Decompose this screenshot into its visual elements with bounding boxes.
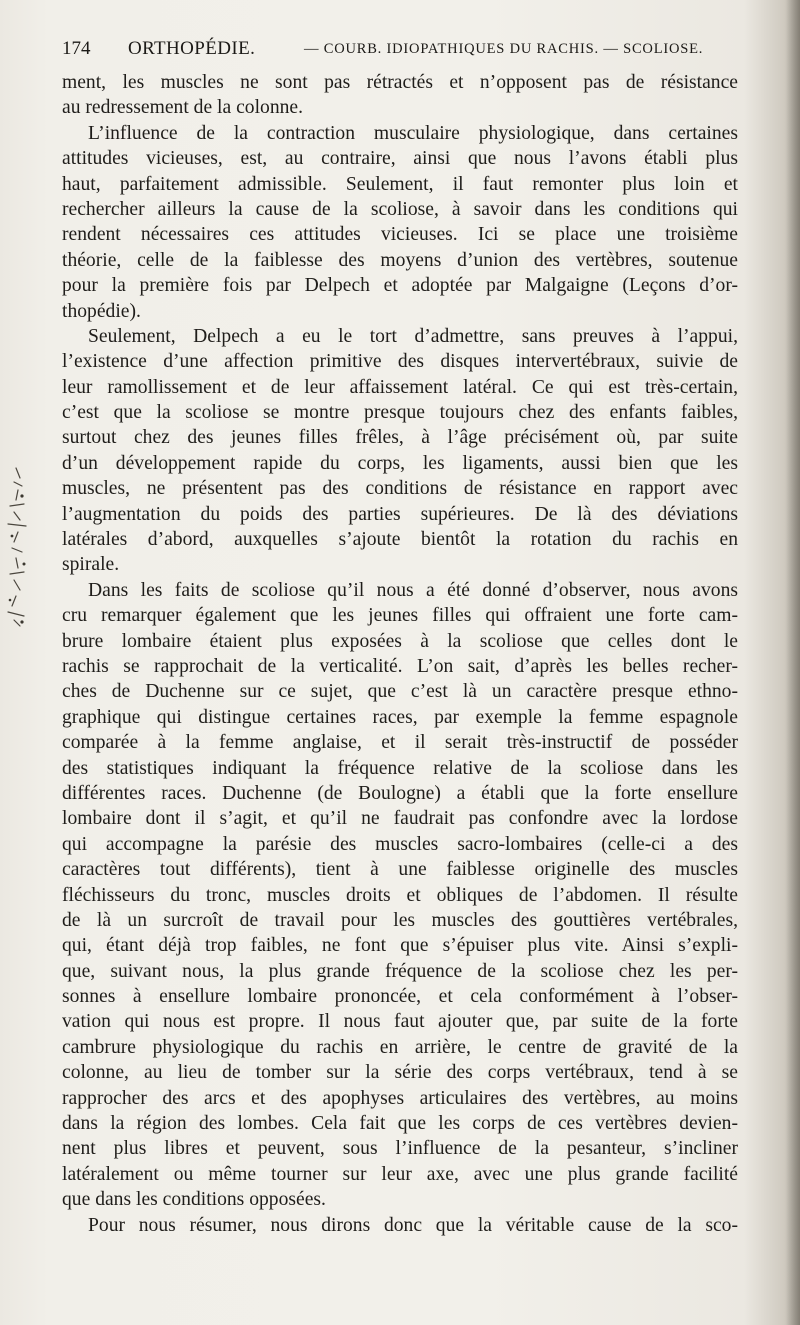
- text-line: haut, parfaitement admissible. Seulement, il faut remonter plus loin et: [62, 173, 738, 195]
- text-line: dans la région des lombes. Cela fait que les corps de ces vertèbres devien-: [62, 1113, 738, 1135]
- page-edge-shadow: [786, 0, 800, 1325]
- running-title: ORTHOPÉDIE.: [128, 38, 256, 59]
- text-line: c’est que la scoliose se montre presque toujours chez des enfants faibles,: [62, 402, 738, 424]
- text-line: ment, les muscles ne sont pas rétractés et n’opposent pas de résistance: [62, 72, 738, 93]
- text-line: latérales d’abord, auxquelles s’ajoute bientôt la rotation du rachis en: [62, 529, 738, 551]
- text-line: que dans les conditions opposées.: [62, 1189, 326, 1211]
- running-header: [62, 38, 742, 66]
- text-line: vation qui nous est propre. Il nous faut ajouter que, par suite de la forte: [62, 1011, 738, 1033]
- text-line: sonnes à ensellure lombaire prononcée, et cela conformément à l’obser-: [62, 986, 738, 1008]
- text-line: ches de Duchenne sur ce sujet, que c’est là un caractère presque ethno-: [62, 681, 738, 703]
- text-line: lombaire dont il s’agit, et qu’il ne faudrait pas confondre avec la lordose: [62, 808, 738, 830]
- page-number: 174: [62, 38, 91, 59]
- text-line: Dans les faits de scoliose qu’il nous a été donné d’observer, nous avons: [88, 579, 738, 601]
- text-line: l’augmentation du poids des parties supérieures. De là des déviations: [62, 503, 738, 525]
- text-line: l’existence d’une affection primitive des disques intervertébraux, suivie de: [62, 351, 738, 373]
- text-line: de là un surcroît de travail pour les muscles des gouttières vertébrales,: [62, 909, 738, 931]
- text-line: muscles, ne présentent pas des conditions de résistance en rapport avec: [62, 478, 738, 500]
- text-line: Pour nous résumer, nous dirons donc que la véritable cause de la sco-: [88, 1214, 738, 1236]
- text-line: comparée à la femme anglaise, et il serait très-instructif de posséder: [62, 732, 738, 754]
- text-line: graphique qui distingue certaines races, par exemple la femme espagnole: [62, 706, 738, 728]
- text-line: que, suivant nous, la plus grande fréquence de la scoliose chez les per-: [62, 960, 738, 982]
- body-text: [62, 70, 738, 1238]
- text-line: au redressement de la colonne.: [62, 97, 304, 119]
- text-line: latéralement ou même tourner sur leur axe, avec une plus grande facilité: [62, 1163, 738, 1185]
- text-line: rapprocher des arcs et des apophyses articulaires des vertèbres, au moins: [62, 1087, 738, 1109]
- text-line: des statistiques indiquant la fréquence relative de la scoliose dans les: [62, 757, 738, 779]
- text-line: attitudes vicieuses, est, au contraire, ainsi que nous l’avons établi plus: [62, 148, 738, 170]
- text-line: surtout chez des jeunes filles frêles, à l’âge précisément où, par suite: [62, 427, 738, 449]
- running-subtitle: — COURB. IDIOPATHIQUES DU RACHIS. — SCOLIOSE.: [304, 41, 704, 57]
- text-line: fléchisseurs du tronc, muscles droits et obliques de l’abdomen. Il résulte: [62, 884, 738, 906]
- text-line: différentes races. Duchenne (de Boulogne) a établi que la forte ensellure: [62, 782, 738, 804]
- text-line: rachis se rapprochait de la verticalité. L’on sait, d’après les belles recher-: [62, 655, 738, 677]
- text-line: Seulement, Delpech a eu le tort d’admettre, sans preuves à l’appui,: [88, 325, 738, 347]
- text-line: cru remarquer également que les jeunes filles qui offraient une forte cam-: [62, 605, 738, 627]
- text-line: thopédie).: [62, 300, 141, 322]
- margin-ink-marks: [0, 460, 34, 630]
- text-line: leur ramollissement et de leur affaissement latéral. Ce qui est très-certain,: [62, 376, 738, 398]
- text-line: qui accompagne la parésie des muscles sacro-lombaires (celle-ci a des: [62, 833, 738, 855]
- text-line: L’influence de la contraction musculaire physiologique, dans certaines: [88, 122, 738, 144]
- text-line: spirale.: [62, 554, 120, 576]
- text-line: nent plus libres et peuvent, sous l’influence de la pesanteur, s’incliner: [62, 1138, 738, 1160]
- text-line: rendent nécessaires ces attitudes vicieuses. Ici se place une troisième: [62, 224, 738, 246]
- text-line: pour la première fois par Delpech et adoptée par Malgaigne (Leçons d’or-: [62, 275, 738, 297]
- text-line: caractères tout différents), tient à une faiblesse originelle des muscles: [62, 859, 738, 881]
- text-line: théorie, celle de la faiblesse des moyens d’union des vertèbres, soutenue: [62, 249, 738, 271]
- text-line: cambrure physiologique du rachis en arrière, le centre de gravité de la: [62, 1036, 738, 1058]
- text-line: brure lombaire étaient plus exposées à la scoliose que celles dont le: [62, 630, 738, 652]
- text-line: rechercher ailleurs la cause de la scoliose, à savoir dans les conditions qui: [62, 198, 738, 220]
- text-line: qui, étant déjà trop faibles, ne font que s’épuiser plus vite. Ainsi s’expli-: [62, 935, 738, 957]
- text-line: colonne, au lieu de tomber sur la série des corps vertébraux, tend à se: [62, 1062, 738, 1084]
- text-line: d’un développement rapide du corps, les ligaments, aussi bien que les: [62, 452, 738, 474]
